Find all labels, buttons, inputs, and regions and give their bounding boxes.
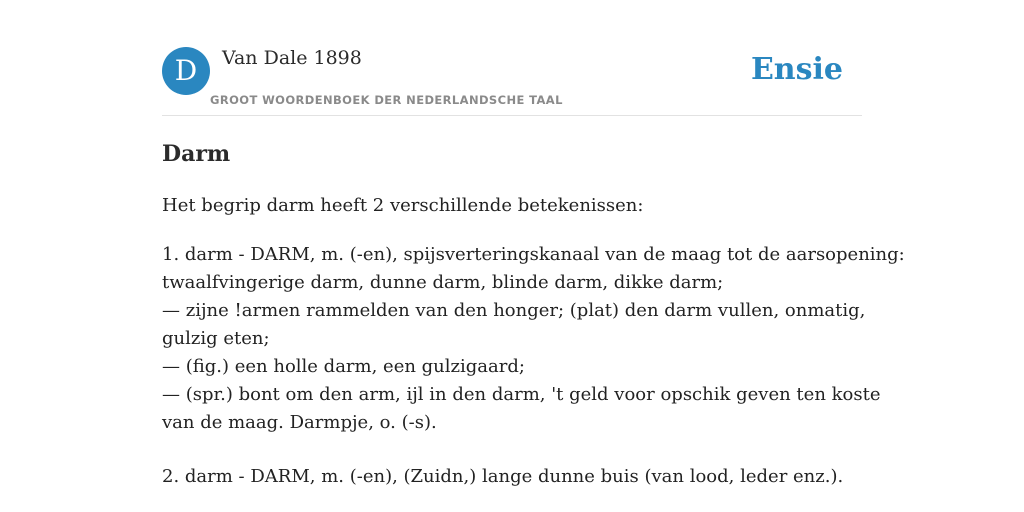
entry-term: Darm [162, 141, 231, 167]
brand-logo[interactable]: Ensie [750, 52, 843, 87]
meaning-2 [162, 463, 862, 491]
meaning-line: twaalfvingerige darm, dunne darm, blinde darm, dikke darm; [162, 272, 724, 293]
source-title[interactable]: Van Dale 1898 [222, 47, 362, 69]
entry-content [162, 140, 905, 487]
meaning-line: 1. darm - DARM, m. (-en), spijsverteringskanaal van de maag tot de aarsopening: [162, 244, 905, 265]
meaning-line: — (spr.) bont om den arm, ijl in den darm, 't geld voor opschik geven ten koste [162, 384, 881, 405]
entry-intro: Het begrip darm heeft 2 verschillende betekenissen: [162, 195, 644, 216]
source-avatar[interactable]: D [162, 47, 210, 95]
source-subtitle: GROOT WOORDENBOEK DER NEDERLANDSCHE TAAL [210, 93, 563, 107]
meaning-line: 2. darm - DARM, m. (-en), (Zuidn,) lange dunne buis (van lood, leder enz.). [162, 466, 844, 487]
meaning-1 [162, 241, 905, 437]
meaning-line: — (fig.) een holle darm, een gulzigaard; [162, 356, 525, 377]
meaning-line: gulzig eten; [162, 328, 270, 349]
meaning-line: van de maag. Darmpje, o. (-s). [162, 412, 437, 433]
page-header [162, 46, 862, 116]
meaning-line: — zijne !armen rammelden van den honger; (plat) den darm vullen, onmatig, [162, 300, 866, 321]
